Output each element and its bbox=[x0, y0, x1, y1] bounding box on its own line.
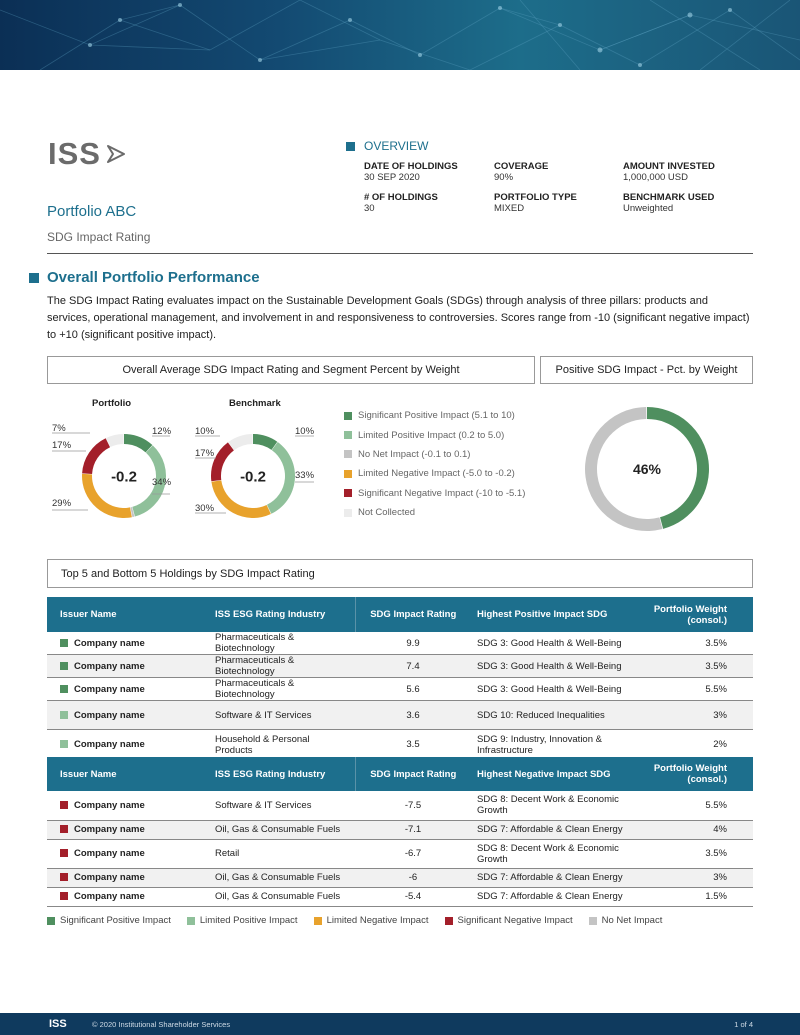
overview-label: DATE OF HOLDINGS bbox=[364, 161, 458, 172]
legend-swatch bbox=[344, 489, 352, 497]
sdg-cell: SDG 9: Industry, Innovation & Infrastructure bbox=[471, 730, 639, 760]
legend-item bbox=[47, 915, 171, 926]
overview-label: AMOUNT INVESTED bbox=[623, 161, 715, 172]
sdg-cell: SDG 3: Good Health & Well-Being bbox=[471, 678, 639, 701]
legend-label: Limited Positive Impact (0.2 to 5.0) bbox=[358, 429, 505, 441]
industry-cell: Retail bbox=[209, 839, 355, 868]
portfolio-donut-title: Portfolio bbox=[92, 398, 132, 409]
benchmark-label-limited-positive: 33% bbox=[295, 470, 315, 481]
donut-center-value: -0.2 bbox=[240, 468, 266, 486]
overview-value: MIXED bbox=[494, 203, 525, 214]
network-pattern bbox=[0, 0, 800, 70]
overview-label: BENCHMARK USED bbox=[623, 192, 715, 203]
rating-cell: -6 bbox=[355, 868, 471, 887]
industry-cell: Oil, Gas & Consumable Fuels bbox=[209, 868, 355, 887]
column-header: ISS ESG Rating Industry bbox=[209, 597, 355, 632]
rating-cell: -7.1 bbox=[355, 820, 471, 839]
weight-cell: 1.5% bbox=[639, 887, 753, 906]
issuer-cell bbox=[47, 655, 209, 678]
donut-legend bbox=[344, 406, 525, 522]
overview-value: 30 bbox=[364, 203, 375, 214]
legend-item bbox=[344, 464, 525, 483]
table-row bbox=[47, 868, 753, 887]
weight-cell: 3.5% bbox=[639, 839, 753, 868]
impact-legend bbox=[47, 915, 678, 926]
weight-cell: 3.5% bbox=[639, 632, 753, 655]
legend-label: Limited Positive Impact bbox=[199, 915, 298, 926]
top-holdings-table bbox=[47, 597, 753, 760]
portfolio-label-significant-positive: 12% bbox=[152, 426, 172, 437]
industry-cell: Pharmaceuticals & Biotechnology bbox=[209, 632, 355, 655]
issuer-name: Company name bbox=[74, 872, 145, 883]
industry-cell: Oil, Gas & Consumable Fuels bbox=[209, 820, 355, 839]
column-header: Highest Positive Impact SDG bbox=[471, 597, 639, 632]
issuer-cell bbox=[47, 701, 209, 730]
legend-item bbox=[314, 915, 429, 926]
report-subtitle: SDG Impact Rating bbox=[47, 230, 151, 244]
overview-title: OVERVIEW bbox=[364, 139, 429, 153]
legend-label: Significant Negative Impact bbox=[457, 915, 573, 926]
page-number: 1 of 4 bbox=[734, 1020, 753, 1029]
issuer-cell bbox=[47, 839, 209, 868]
play-arrow-icon bbox=[105, 143, 127, 165]
issuer-name: Company name bbox=[74, 891, 145, 902]
rating-cell: -7.5 bbox=[355, 791, 471, 820]
sdg-cell: SDG 3: Good Health & Well-Being bbox=[471, 632, 639, 655]
overview-value: 90% bbox=[494, 172, 514, 183]
legend-item bbox=[344, 425, 525, 444]
legend-item bbox=[589, 915, 663, 926]
issuer-name: Company name bbox=[74, 848, 145, 859]
legend-swatch bbox=[47, 917, 55, 925]
weight-cell: 4% bbox=[639, 820, 753, 839]
legend-label: Significant Positive Impact bbox=[60, 915, 171, 926]
issuer-name: Company name bbox=[74, 709, 145, 721]
portfolio-label-not-collected: 7% bbox=[52, 423, 66, 434]
column-header: Issuer Name bbox=[47, 757, 209, 791]
overview-item bbox=[494, 192, 577, 214]
column-header: Issuer Name bbox=[47, 597, 209, 632]
overview-item bbox=[494, 161, 548, 183]
column-header: ISS ESG Rating Industry bbox=[209, 757, 355, 791]
footer-logo: ISS bbox=[49, 1018, 67, 1030]
issuer-name: Company name bbox=[74, 824, 145, 835]
legend-item bbox=[187, 915, 298, 926]
legend-label: Significant Negative Impact (-10 to -5.1) bbox=[358, 487, 526, 499]
legend-item bbox=[445, 915, 573, 926]
section-intro: The SDG Impact Rating evaluates impact on the Sustainable Development Goals (SDGs) through analysis of three pillars: products and services, operational management, and involvement in and responsiveness to controversies. Scores range from -10 (significant negative impact) to +10 (significant positive impact). bbox=[47, 295, 750, 341]
column-header: Portfolio Weight (consol.) bbox=[639, 597, 753, 632]
overview-label: PORTFOLIO TYPE bbox=[494, 192, 577, 203]
benchmark-label-significant-negative: 17% bbox=[195, 448, 215, 459]
issuer-name: Company name bbox=[74, 683, 145, 695]
impact-swatch bbox=[60, 873, 68, 881]
sdg-cell: SDG 8: Decent Work & Economic Growth bbox=[471, 839, 639, 868]
page-footer bbox=[0, 1013, 800, 1035]
column-header: Portfolio Weight (consol.) bbox=[639, 757, 753, 791]
portfolio-leader-lines bbox=[48, 420, 180, 520]
column-header: SDG Impact Rating bbox=[355, 597, 471, 632]
industry-cell: Software & IT Services bbox=[209, 791, 355, 820]
overview-item bbox=[623, 161, 715, 183]
legend-label: Significant Positive Impact (5.1 to 10) bbox=[358, 410, 515, 422]
overview-label: # OF HOLDINGS bbox=[364, 192, 438, 203]
issuer-cell bbox=[47, 730, 209, 760]
positive-impact-donut-chart bbox=[584, 406, 710, 532]
sdg-cell: SDG 10: Reduced Inequalities bbox=[471, 701, 639, 730]
weight-cell: 3% bbox=[639, 868, 753, 887]
legend-label: No Net Impact (-0.1 to 0.1) bbox=[358, 448, 471, 460]
issuer-cell bbox=[47, 632, 209, 655]
weight-cell: 3% bbox=[639, 701, 753, 730]
weight-cell: 2% bbox=[639, 730, 753, 760]
weight-cell: 5.5% bbox=[639, 678, 753, 701]
impact-swatch bbox=[60, 849, 68, 857]
industry-cell: Pharmaceuticals & Biotechnology bbox=[209, 655, 355, 678]
header-banner bbox=[0, 0, 800, 70]
overview-item bbox=[364, 161, 458, 183]
donut-chart-title: Overall Average SDG Impact Rating and Segment Percent by Weight bbox=[47, 356, 535, 384]
impact-swatch bbox=[60, 662, 68, 670]
issuer-name: Company name bbox=[74, 637, 145, 649]
issuer-cell bbox=[47, 868, 209, 887]
sdg-cell: SDG 7: Affordable & Clean Energy bbox=[471, 868, 639, 887]
portfolio-label-limited-positive: 34% bbox=[152, 477, 172, 488]
legend-label: Not Collected bbox=[358, 507, 416, 519]
sdg-cell: SDG 8: Decent Work & Economic Growth bbox=[471, 791, 639, 820]
overview-item bbox=[364, 192, 438, 214]
overview-heading bbox=[346, 139, 428, 153]
impact-swatch bbox=[60, 639, 68, 647]
issuer-cell bbox=[47, 678, 209, 701]
legend-item bbox=[344, 484, 525, 503]
impact-swatch bbox=[60, 711, 68, 719]
legend-swatch bbox=[344, 431, 352, 439]
rating-cell: 3.5 bbox=[355, 730, 471, 760]
legend-label: Limited Negative Impact bbox=[326, 915, 429, 926]
legend-swatch bbox=[344, 412, 352, 420]
logo-text: ISS bbox=[48, 136, 101, 171]
portfolio-name: Portfolio ABC bbox=[47, 203, 137, 220]
sdg-cell: SDG 7: Affordable & Clean Energy bbox=[471, 887, 639, 906]
impact-swatch bbox=[60, 825, 68, 833]
issuer-name: Company name bbox=[74, 739, 145, 750]
table-row bbox=[47, 791, 753, 820]
issuer-cell bbox=[47, 791, 209, 820]
benchmark-label-significant-positive: 10% bbox=[295, 426, 315, 437]
weight-cell: 3.5% bbox=[639, 655, 753, 678]
benchmark-donut-title: Benchmark bbox=[229, 398, 281, 409]
column-header: SDG Impact Rating bbox=[355, 757, 471, 791]
portfolio-label-significant-negative: 17% bbox=[52, 440, 72, 451]
column-header: Highest Negative Impact SDG bbox=[471, 757, 639, 791]
impact-swatch bbox=[60, 685, 68, 693]
table-header-row bbox=[47, 597, 753, 632]
legend-swatch bbox=[187, 917, 195, 925]
rating-cell: -6.7 bbox=[355, 839, 471, 868]
donut-center-value: -0.2 bbox=[111, 468, 137, 486]
rating-cell: 9.9 bbox=[355, 632, 471, 655]
industry-cell: Software & IT Services bbox=[209, 701, 355, 730]
impact-swatch bbox=[60, 801, 68, 809]
donut-center-value: 46% bbox=[632, 461, 662, 478]
bottom-holdings-table bbox=[47, 757, 753, 907]
section-title: Overall Portfolio Performance bbox=[47, 269, 260, 286]
overview-value: 30 SEP 2020 bbox=[364, 172, 420, 183]
table-row bbox=[47, 839, 753, 868]
rating-cell: 5.6 bbox=[355, 678, 471, 701]
legend-label: Limited Negative Impact (-5.0 to -0.2) bbox=[358, 468, 515, 480]
footer-copyright: © 2020 Institutional Shareholder Services bbox=[92, 1020, 231, 1029]
industry-cell: Oil, Gas & Consumable Fuels bbox=[209, 887, 355, 906]
overview-item bbox=[623, 192, 714, 214]
industry-cell: Household & Personal Products bbox=[209, 730, 355, 760]
table-row bbox=[47, 701, 753, 730]
overview-value: Unweighted bbox=[623, 203, 674, 214]
table-row bbox=[47, 730, 753, 760]
legend-swatch bbox=[314, 917, 322, 925]
impact-swatch bbox=[60, 892, 68, 900]
rating-cell: 3.6 bbox=[355, 701, 471, 730]
impact-swatch bbox=[60, 740, 68, 748]
divider bbox=[47, 253, 753, 254]
table-header-row bbox=[47, 757, 753, 791]
legend-item bbox=[344, 503, 525, 522]
overview-value: 1,000,000 USD bbox=[623, 172, 688, 183]
legend-item bbox=[344, 445, 525, 464]
rating-cell: 7.4 bbox=[355, 655, 471, 678]
portfolio-label-limited-negative: 29% bbox=[52, 498, 72, 509]
section-marker-icon bbox=[346, 142, 355, 151]
benchmark-label-limited-negative: 30% bbox=[195, 503, 215, 514]
table-row bbox=[47, 632, 753, 655]
overview-label: COVERAGE bbox=[494, 161, 549, 172]
legend-swatch bbox=[344, 470, 352, 478]
rating-cell: -5.4 bbox=[355, 887, 471, 906]
positive-chart-title: Positive SDG Impact - Pct. by Weight bbox=[540, 356, 753, 384]
table-row bbox=[47, 820, 753, 839]
benchmark-leader-lines bbox=[190, 420, 322, 520]
table-row bbox=[47, 678, 753, 701]
legend-swatch bbox=[344, 509, 352, 517]
legend-swatch bbox=[445, 917, 453, 925]
issuer-name: Company name bbox=[74, 660, 145, 672]
legend-swatch bbox=[589, 917, 597, 925]
legend-label: No Net Impact bbox=[601, 915, 663, 926]
industry-cell: Pharmaceuticals & Biotechnology bbox=[209, 678, 355, 701]
issuer-name: Company name bbox=[74, 799, 145, 811]
section-marker-icon bbox=[29, 273, 39, 283]
sdg-cell: SDG 3: Good Health & Well-Being bbox=[471, 655, 639, 678]
benchmark-label-not-collected: 10% bbox=[195, 426, 215, 437]
sdg-cell: SDG 7: Affordable & Clean Energy bbox=[471, 820, 639, 839]
issuer-cell bbox=[47, 887, 209, 906]
weight-cell: 5.5% bbox=[639, 791, 753, 820]
table-row bbox=[47, 887, 753, 906]
issuer-cell bbox=[47, 820, 209, 839]
iss-logo bbox=[48, 136, 127, 172]
holdings-table-title: Top 5 and Bottom 5 Holdings by SDG Impact Rating bbox=[47, 559, 753, 588]
legend-swatch bbox=[344, 450, 352, 458]
section-heading bbox=[29, 269, 260, 286]
table-row bbox=[47, 655, 753, 678]
legend-item bbox=[344, 406, 525, 425]
